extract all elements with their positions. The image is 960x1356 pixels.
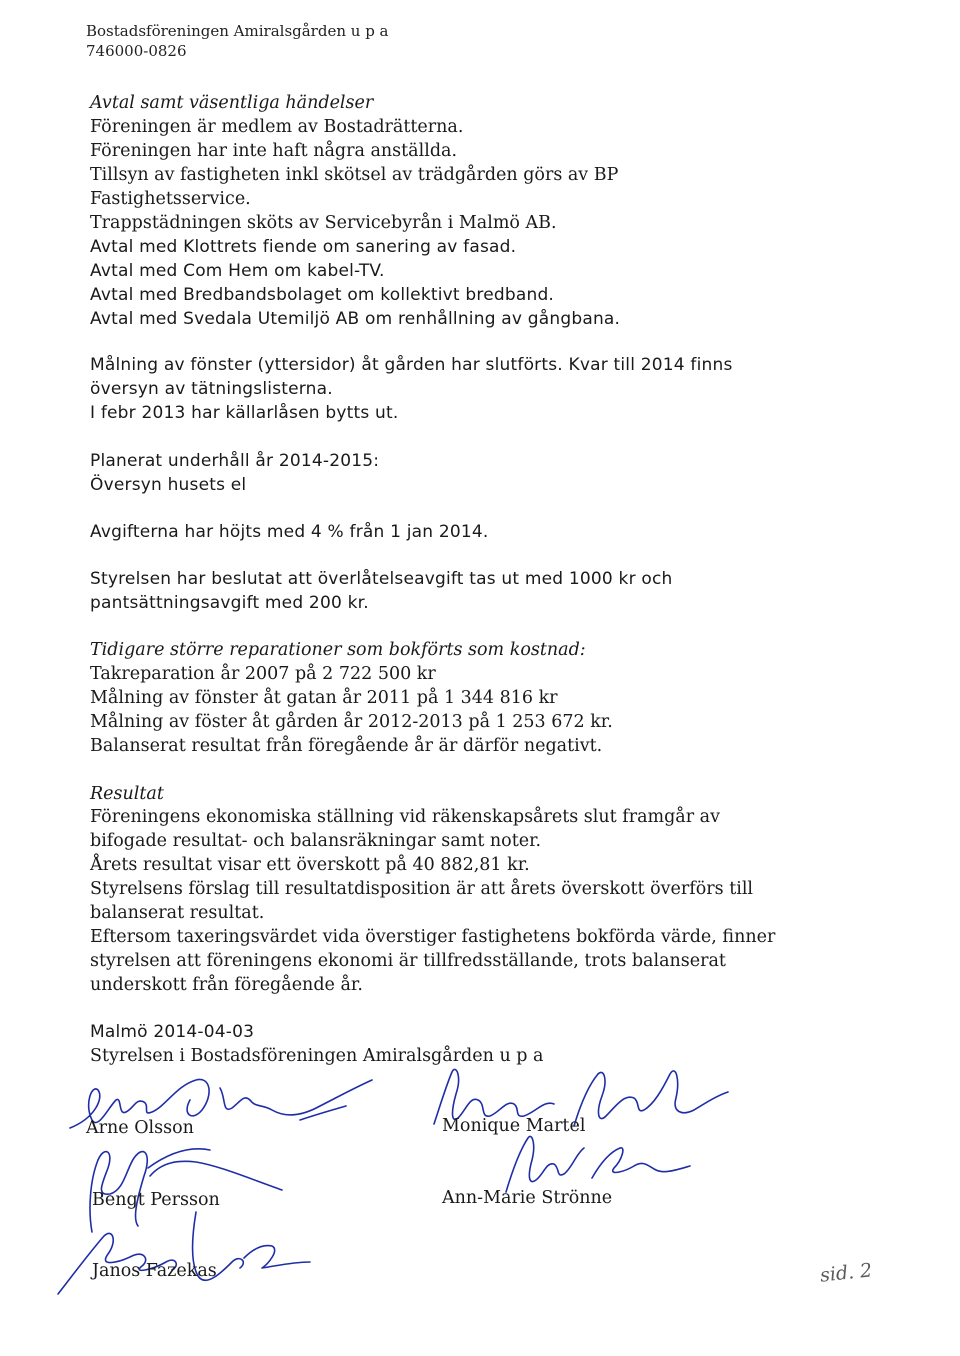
repair-line: Balanserat resultat från föregående år är därför negativt. [90, 736, 603, 756]
signature-ann-marie-stronne [506, 1136, 690, 1192]
agreement-line: Trappstädningen sköts av Servicebyrån i Malmö AB. [90, 213, 557, 233]
signatory-name: Janos Fazekas [92, 1261, 217, 1281]
agreement-line: Avtal med Svedala Utemiljö AB om renhållning av gångbana. [90, 309, 621, 329]
agreement-line: Avtal med Com Hem om kabel-TV. [90, 261, 385, 281]
signature-bengt-persson [148, 1149, 210, 1168]
org-name: Bostadsföreningen Amiralsgården u p a [86, 22, 389, 40]
transfer-line: Styrelsen har beslutat att överlåtelseavgift tas ut med 1000 kr och [90, 569, 673, 589]
result-heading: Resultat [90, 784, 164, 804]
agreement-line: Fastighetsservice. [90, 189, 251, 209]
signature-arne-olsson [300, 1106, 346, 1120]
signatory-name: Ann-Marie Strönne [442, 1188, 613, 1208]
repair-line: Takreparation år 2007 på 2 722 500 kr [90, 664, 436, 684]
agreement-line: Föreningen är medlem av Bostadrätterna. [90, 117, 464, 137]
board-line: Styrelsen i Bostadsföreningen Amiralsgården u p a [90, 1046, 544, 1066]
result-line: Årets resultat visar ett överskott på 40 882,81 kr. [90, 855, 530, 875]
transfer-line: pantsättningsavgift med 200 kr. [90, 593, 369, 613]
event-line: översyn av tätningslisterna. [90, 379, 333, 399]
result-line: styrelsen att föreningens ekonomi är tillfredsställande, trots balanserat [90, 951, 726, 971]
event-line: I febr 2013 har källarlåsen bytts ut. [90, 403, 399, 423]
result-line: underskott från föregående år. [90, 975, 363, 995]
result-line: Styrelsens förslag till resultatdisposition är att årets överskott överförs till [90, 879, 754, 899]
signatory-name: Bengt Persson [92, 1190, 220, 1210]
repair-line: Målning av fönster åt gatan år 2011 på 1 344 816 kr [90, 688, 558, 708]
result-line: Eftersom taxeringsvärdet vida överstiger fastighetens bokförda värde, finner [90, 927, 776, 947]
result-line: Föreningens ekonomiska ställning vid räkenskapsårets slut framgår av [90, 807, 720, 827]
agreement-line: Avtal med Bredbandsbolaget om kollektivt bredband. [90, 285, 555, 305]
planned-heading: Planerat underhåll år 2014-2015: [90, 451, 380, 471]
result-line: balanserat resultat. [90, 903, 265, 923]
signatory-name: Arne Olsson [86, 1118, 194, 1138]
agreements-heading: Avtal samt väsentliga händelser [90, 93, 374, 113]
repairs-heading: Tidigare större reparationer som bokförts som kostnad: [90, 640, 586, 660]
signature-janos-fazekas [58, 1212, 310, 1294]
repair-line: Målning av föster åt gården år 2012-2013 på 1 253 672 kr. [90, 712, 613, 732]
agreement-line: Föreningen har inte haft några anställda. [90, 141, 458, 161]
event-line: Målning av fönster (yttersidor) åt gården har slutförts. Kvar till 2014 finns [90, 355, 733, 375]
place-date: Malmö 2014-04-03 [90, 1022, 255, 1042]
agreement-line: Tillsyn av fastigheten inkl skötsel av trädgården görs av BP [90, 165, 619, 185]
agreement-line: Avtal med Klottrets fiende om sanering av fasad. [90, 237, 517, 257]
fees-line: Avgifterna har höjts med 4 % från 1 jan 2014. [90, 522, 489, 542]
page-number-handwritten: sid. 2 [818, 1259, 874, 1287]
signatory-name: Monique Martel [442, 1116, 586, 1136]
result-line: bifogade resultat- och balansräkningar samt noter. [90, 831, 542, 851]
org-number: 746000-0826 [86, 42, 187, 60]
planned-line: Översyn husets el [90, 475, 247, 495]
